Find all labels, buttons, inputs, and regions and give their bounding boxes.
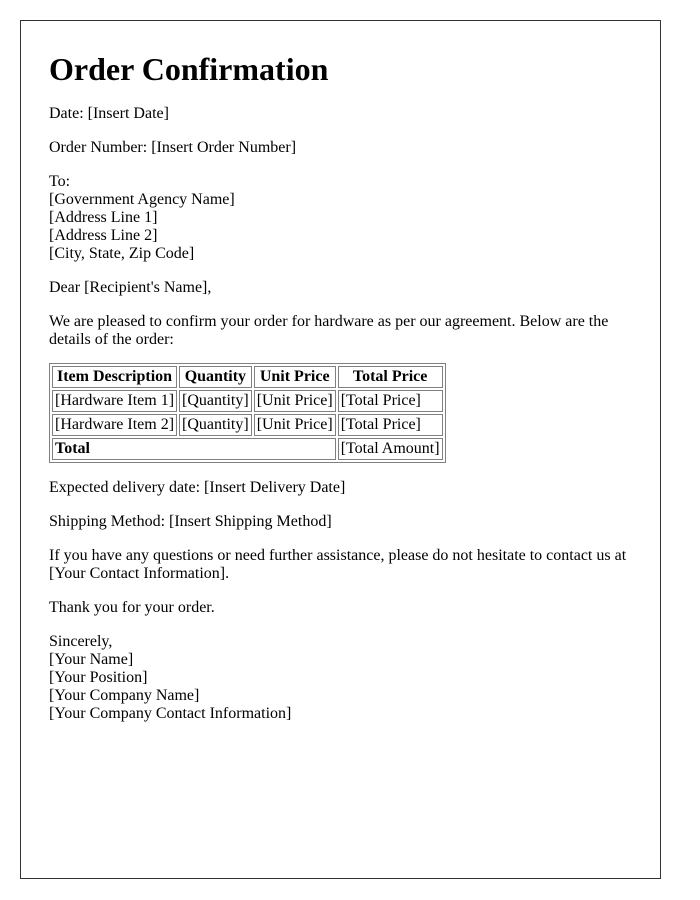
cell-item: [Hardware Item 1] <box>52 390 177 412</box>
date-line: Date: [Insert Date] <box>49 105 169 122</box>
questions-paragraph: If you have any questions or need further assistance, please do not hesitate to contact us at [Your Contact Information]. <box>49 547 627 582</box>
header-unit-price: Unit Price <box>254 366 336 388</box>
cell-total-price: [Total Price] <box>338 390 443 412</box>
shipping-method-line: Shipping Method: [Insert Shipping Method] <box>49 513 332 530</box>
cell-item: [Hardware Item 2] <box>52 414 177 436</box>
table-row <box>52 414 443 436</box>
cell-total-price: [Total Price] <box>338 414 443 436</box>
total-amount: [Total Amount] <box>338 438 443 460</box>
total-label: Total <box>52 438 336 460</box>
salutation: Dear [Recipient's Name], <box>49 279 212 296</box>
cell-unit-price: [Unit Price] <box>254 414 336 436</box>
header-quantity: Quantity <box>179 366 252 388</box>
cell-unit-price: [Unit Price] <box>254 390 336 412</box>
sender-name: [Your Name] <box>49 651 134 668</box>
to-label: To: <box>49 173 71 190</box>
header-total-price: Total Price <box>338 366 443 388</box>
sender-position: [Your Position] <box>49 669 148 686</box>
sender-company: [Your Company Name] <box>49 687 200 704</box>
header-item-description: Item Description <box>52 366 177 388</box>
intro-paragraph: We are pleased to confirm your order for hardware as per our agreement. Below are the details of the order: <box>49 313 609 348</box>
table-total-row <box>52 438 443 460</box>
delivery-date-line: Expected delivery date: [Insert Delivery Date] <box>49 479 346 496</box>
thanks-line: Thank you for your order. <box>49 599 215 616</box>
sender-company-contact: [Your Company Contact Information] <box>49 705 292 722</box>
order-number-line: Order Number: [Insert Order Number] <box>49 139 297 156</box>
address-line-2: [Address Line 2] <box>49 227 158 244</box>
recipient-block <box>49 173 632 263</box>
closing: Sincerely, <box>49 633 113 650</box>
table-header-row <box>52 366 443 388</box>
address-line-1: [Address Line 1] <box>49 209 158 226</box>
letter-page <box>20 20 661 879</box>
page-title: Order Confirmation <box>49 51 329 87</box>
city-state-zip: [City, State, Zip Code] <box>49 245 195 262</box>
cell-quantity: [Quantity] <box>179 390 252 412</box>
agency-name: [Government Agency Name] <box>49 191 235 208</box>
order-table <box>49 363 446 463</box>
table-row <box>52 390 443 412</box>
signature-block <box>49 633 632 723</box>
cell-quantity: [Quantity] <box>179 414 252 436</box>
